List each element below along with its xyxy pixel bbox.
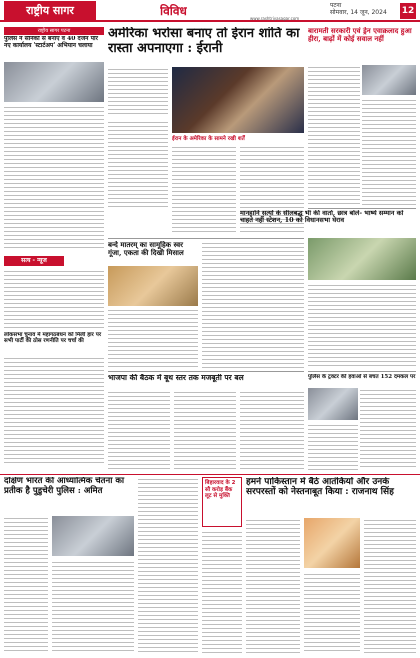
city-date bbox=[330, 2, 387, 16]
bottom-right-headline: हमने पाकिस्तान में बैठे आतंकियों और उनके सरपरस्तों को नेस्तनाबूत किया : राजनाथ सिंह bbox=[246, 477, 394, 498]
main-photo bbox=[172, 67, 304, 133]
right-top-headline: बारामती सरकारी एवं ड्रेन एवाक्रलाद हुआ हीरा, बाढ़ों में कोई सवाल नहीं bbox=[308, 27, 412, 44]
date: सोमवार, 14 जून, 2024 bbox=[330, 9, 387, 16]
left-headline: पुलिस ने सैनिकों से बनाए व 40 दर्जन पार नए कार्यालय 'स्टार्टअप' अभियान चलाया bbox=[4, 36, 98, 49]
left-article-text bbox=[4, 105, 104, 250]
bottom-left-headline: दक्षिण भारत की आध्यात्मिक चेतना का प्रतीक है पुडुचेरी पुलिस : अमित bbox=[4, 477, 125, 496]
news-box-label: सत्य - न्यूज bbox=[4, 256, 64, 266]
bottom-mid-text-2 bbox=[202, 530, 242, 654]
mid2-text bbox=[308, 283, 416, 368]
mid3-headline: भाजपा की बैठक में बूथ स्तर तक मजबूती पर बल bbox=[108, 374, 244, 382]
mid2-headline: मानहानि सत्यों के सीलबद्ध भी की वार्ता, छात्र बोले- भाष्ये सम्मान को चाहते नहीं स्टेशन, 10 को विधानसभा घेराव bbox=[240, 210, 404, 225]
right-top-photo bbox=[362, 65, 416, 95]
page-number: 12 bbox=[400, 3, 416, 19]
mid2-photo bbox=[308, 238, 416, 280]
paper-name: राष्ट्रीय सागर bbox=[4, 1, 96, 21]
bottom-mid-box: बिहारवाद के 2 सौ करोड़ बैंक लूट से मुक्ति bbox=[202, 477, 242, 527]
main-text-2 bbox=[108, 120, 168, 210]
bottom-right-text-3 bbox=[364, 518, 416, 654]
divider bbox=[308, 371, 416, 372]
left-kicker: राष्ट्रीय सागर पटना bbox=[4, 27, 104, 35]
main-headline: अमेरिका भरोसा बनाए तो ईरान शांति का रास्ता अपनाएगा : ईरानी bbox=[108, 27, 300, 56]
left-box-text-1 bbox=[4, 269, 104, 329]
mid1-text-1 bbox=[108, 308, 198, 368]
mid1-text-2 bbox=[202, 241, 304, 369]
mid4-photo bbox=[308, 388, 358, 420]
website: www.rashtriyasagar.com bbox=[250, 16, 300, 21]
divider bbox=[308, 208, 416, 209]
mid4-text-2 bbox=[308, 423, 358, 470]
main-text-1 bbox=[108, 67, 168, 117]
bottom-right-text-1 bbox=[246, 518, 300, 654]
left-photo bbox=[4, 62, 104, 102]
mid4-text-1 bbox=[360, 388, 416, 468]
mid4-headline: पुलिस के ट्रक्टर की हवाओं से बचत 152 दमकल पर bbox=[308, 374, 416, 380]
mid1-photo bbox=[108, 266, 198, 306]
left-box-text-2 bbox=[4, 356, 104, 466]
right-top-text-1 bbox=[308, 65, 360, 205]
divider bbox=[108, 371, 304, 372]
mid1-headline: बन्दे मातरम् का सामूहिक स्वर गूंजा, एकता की दिखी मिसाल bbox=[108, 241, 184, 258]
bottom-left-text-2 bbox=[52, 560, 134, 654]
bottom-left-text-1 bbox=[4, 516, 48, 654]
right-top-text-2 bbox=[362, 98, 416, 205]
main-text-3 bbox=[172, 145, 236, 235]
bottom-right-text-2 bbox=[304, 572, 360, 654]
city: पटना bbox=[330, 2, 342, 9]
main-photo-caption: ईरान के अमेरिका के सामने रखी शर्तें bbox=[172, 136, 245, 142]
bottom-right-photo bbox=[304, 518, 360, 568]
divider bbox=[108, 238, 304, 239]
bottom-rule bbox=[0, 474, 420, 475]
mid3-text-2 bbox=[174, 390, 236, 470]
mid3-text-1 bbox=[108, 390, 170, 470]
left-box-headline: लोकसभा चुनाव में महागठबंधन को मिली हार पर सभी पार्टी की ठोस रणनीति पर चर्चा की bbox=[4, 332, 102, 345]
section-title: विविध bbox=[160, 4, 187, 18]
bottom-left-photo bbox=[52, 516, 134, 556]
bottom-mid-text-1 bbox=[138, 477, 198, 654]
mid3-text-3 bbox=[240, 390, 304, 470]
